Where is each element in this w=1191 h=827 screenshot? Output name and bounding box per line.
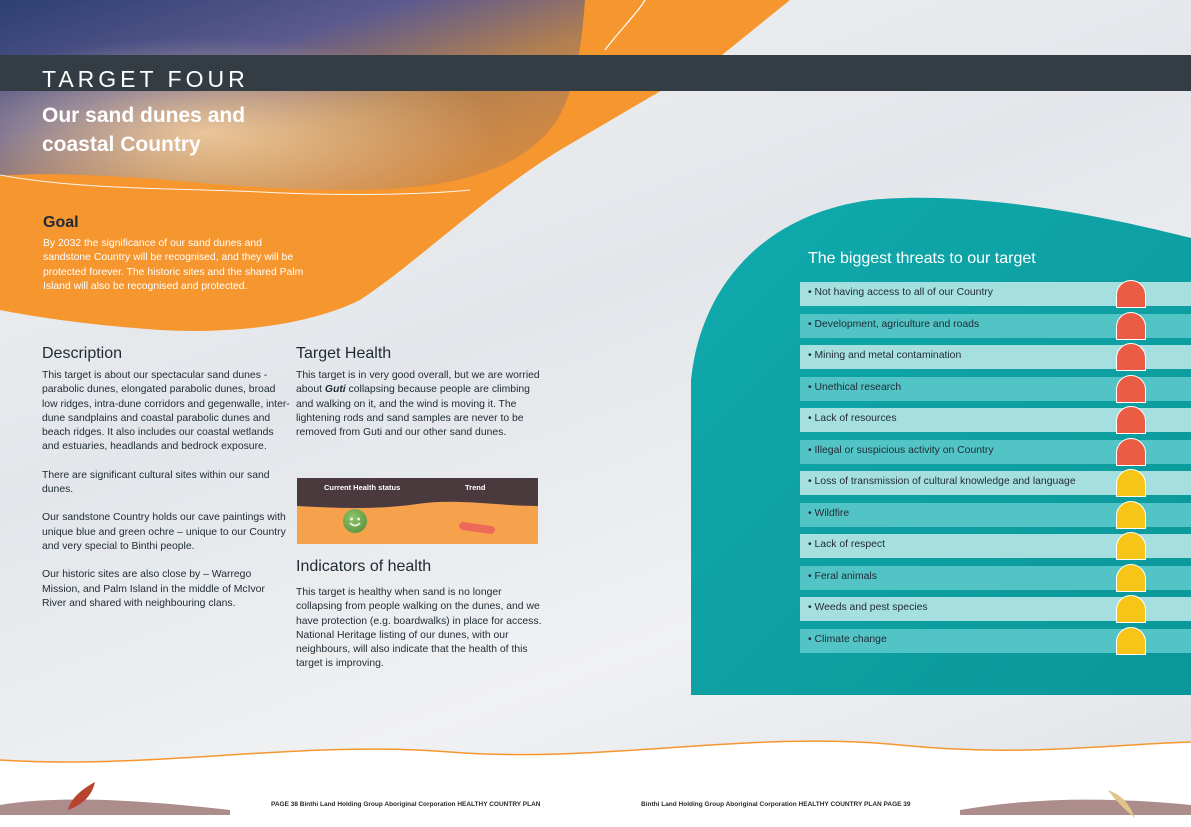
threat-severity-icon xyxy=(1116,438,1146,466)
current-health-label: Current Health status xyxy=(324,483,401,492)
threat-severity-icon xyxy=(1116,406,1146,434)
threat-row xyxy=(800,377,1191,401)
threat-row xyxy=(800,314,1191,338)
target-label: TARGET FOUR xyxy=(42,66,249,92)
indicators-heading: Indicators of health xyxy=(296,558,432,575)
trend-label: Trend xyxy=(465,483,486,492)
threat-row xyxy=(800,503,1191,527)
description-paragraph: Our historic sites are also close by – Warrego Mission, and Palm Island in the middle of McIvor River and shared with neighbouring clans. xyxy=(42,569,265,609)
threat-label: • Not having access to all of our Country xyxy=(808,287,993,298)
threat-severity-icon xyxy=(1116,375,1146,403)
goal-heading: Goal xyxy=(43,214,79,231)
threats-title: The biggest threats to our target xyxy=(808,250,1036,267)
target-health-text: This target is in very good overall, but we are worried about Guti collapsing because people are climbing and walking on it, and the wind is moving it. The lightening rods and sand samples are never to be removed from Guti and our other sand dunes. xyxy=(296,370,540,439)
threat-label: • Mining and metal contamination xyxy=(808,350,962,361)
page-title: Our sand dunes and coastal Country xyxy=(42,104,246,156)
threat-label: • Feral animals xyxy=(808,570,877,582)
goal-text: By 2032 the significance of our sand dunes and sandstone Country will be recognised, and they will be protected forever. The historic sites and the shared Palm Island will also be recognised and protected. xyxy=(43,238,304,292)
description-paragraph: This target is about our spectacular sand dunes - parabolic dunes, elongated parabolic dunes, broad low ridges, intra-dune corridors and gegenwalle, inter-dune sandplains and coastal parabolic dunes and beach ridges. It also includes our coastal wetlands and estuaries, headlands and bedrock exposure. xyxy=(42,370,290,453)
description-paragraph: There are significant cultural sites within our sand dunes. xyxy=(42,469,270,496)
threat-row xyxy=(800,629,1191,653)
threat-row xyxy=(800,566,1191,590)
description-heading: Description xyxy=(42,345,123,362)
threat-label: • Development, agriculture and roads xyxy=(808,318,980,330)
footer-right: Binthi Land Holding Group Aboriginal Corporation HEALTHY COUNTRY PLAN PAGE 39 xyxy=(641,801,911,808)
threat-severity-icon xyxy=(1116,501,1146,529)
description-paragraph: Our sandstone Country holds our cave paintings with unique blue and green ochre – unique to our Country and very special to Binthi people. xyxy=(42,512,286,552)
threat-severity-icon xyxy=(1116,312,1146,340)
threat-severity-icon xyxy=(1116,532,1146,560)
footer-left: PAGE 38 Binthi Land Holding Group Aboriginal Corporation HEALTHY COUNTRY PLAN xyxy=(271,801,541,808)
indicators-text: This target is healthy when sand is no longer collapsing from people walking on the dunes, and we have protection (e.g. boardwalks) in place for access. National Heritage listing of our dunes, with our neighbours, will also indicate that the health of this target is improving. xyxy=(296,587,542,670)
threat-label: • Lack of resources xyxy=(808,413,897,424)
threat-row xyxy=(800,597,1191,621)
threat-label: • Loss of transmission of cultural knowledge and language xyxy=(808,476,1076,487)
threat-severity-icon xyxy=(1116,564,1146,592)
threat-label: • Climate change xyxy=(808,633,887,645)
threat-row xyxy=(800,345,1191,369)
description-text xyxy=(42,369,292,625)
guti-emphasis: Guti xyxy=(324,384,346,396)
threat-severity-icon xyxy=(1116,280,1146,308)
threat-label: • Lack of respect xyxy=(808,539,885,550)
threat-row xyxy=(800,471,1191,495)
threat-row xyxy=(800,534,1191,558)
threat-row xyxy=(800,408,1191,432)
threat-row xyxy=(800,440,1191,464)
threat-label: • Illegal or suspicious activity on Country xyxy=(808,444,994,456)
threat-severity-icon xyxy=(1116,343,1146,371)
threat-label: • Weeds and pest species xyxy=(808,602,928,613)
threat-row xyxy=(800,282,1191,306)
threat-label: • Unethical research xyxy=(808,381,902,393)
health-status-panel xyxy=(297,478,538,544)
threat-severity-icon xyxy=(1116,595,1146,623)
threat-severity-icon xyxy=(1116,627,1146,655)
smiley-face-icon xyxy=(343,509,367,533)
threat-severity-icon xyxy=(1116,469,1146,497)
threat-label: • Wildfire xyxy=(808,507,850,519)
target-health-heading: Target Health xyxy=(296,345,392,362)
